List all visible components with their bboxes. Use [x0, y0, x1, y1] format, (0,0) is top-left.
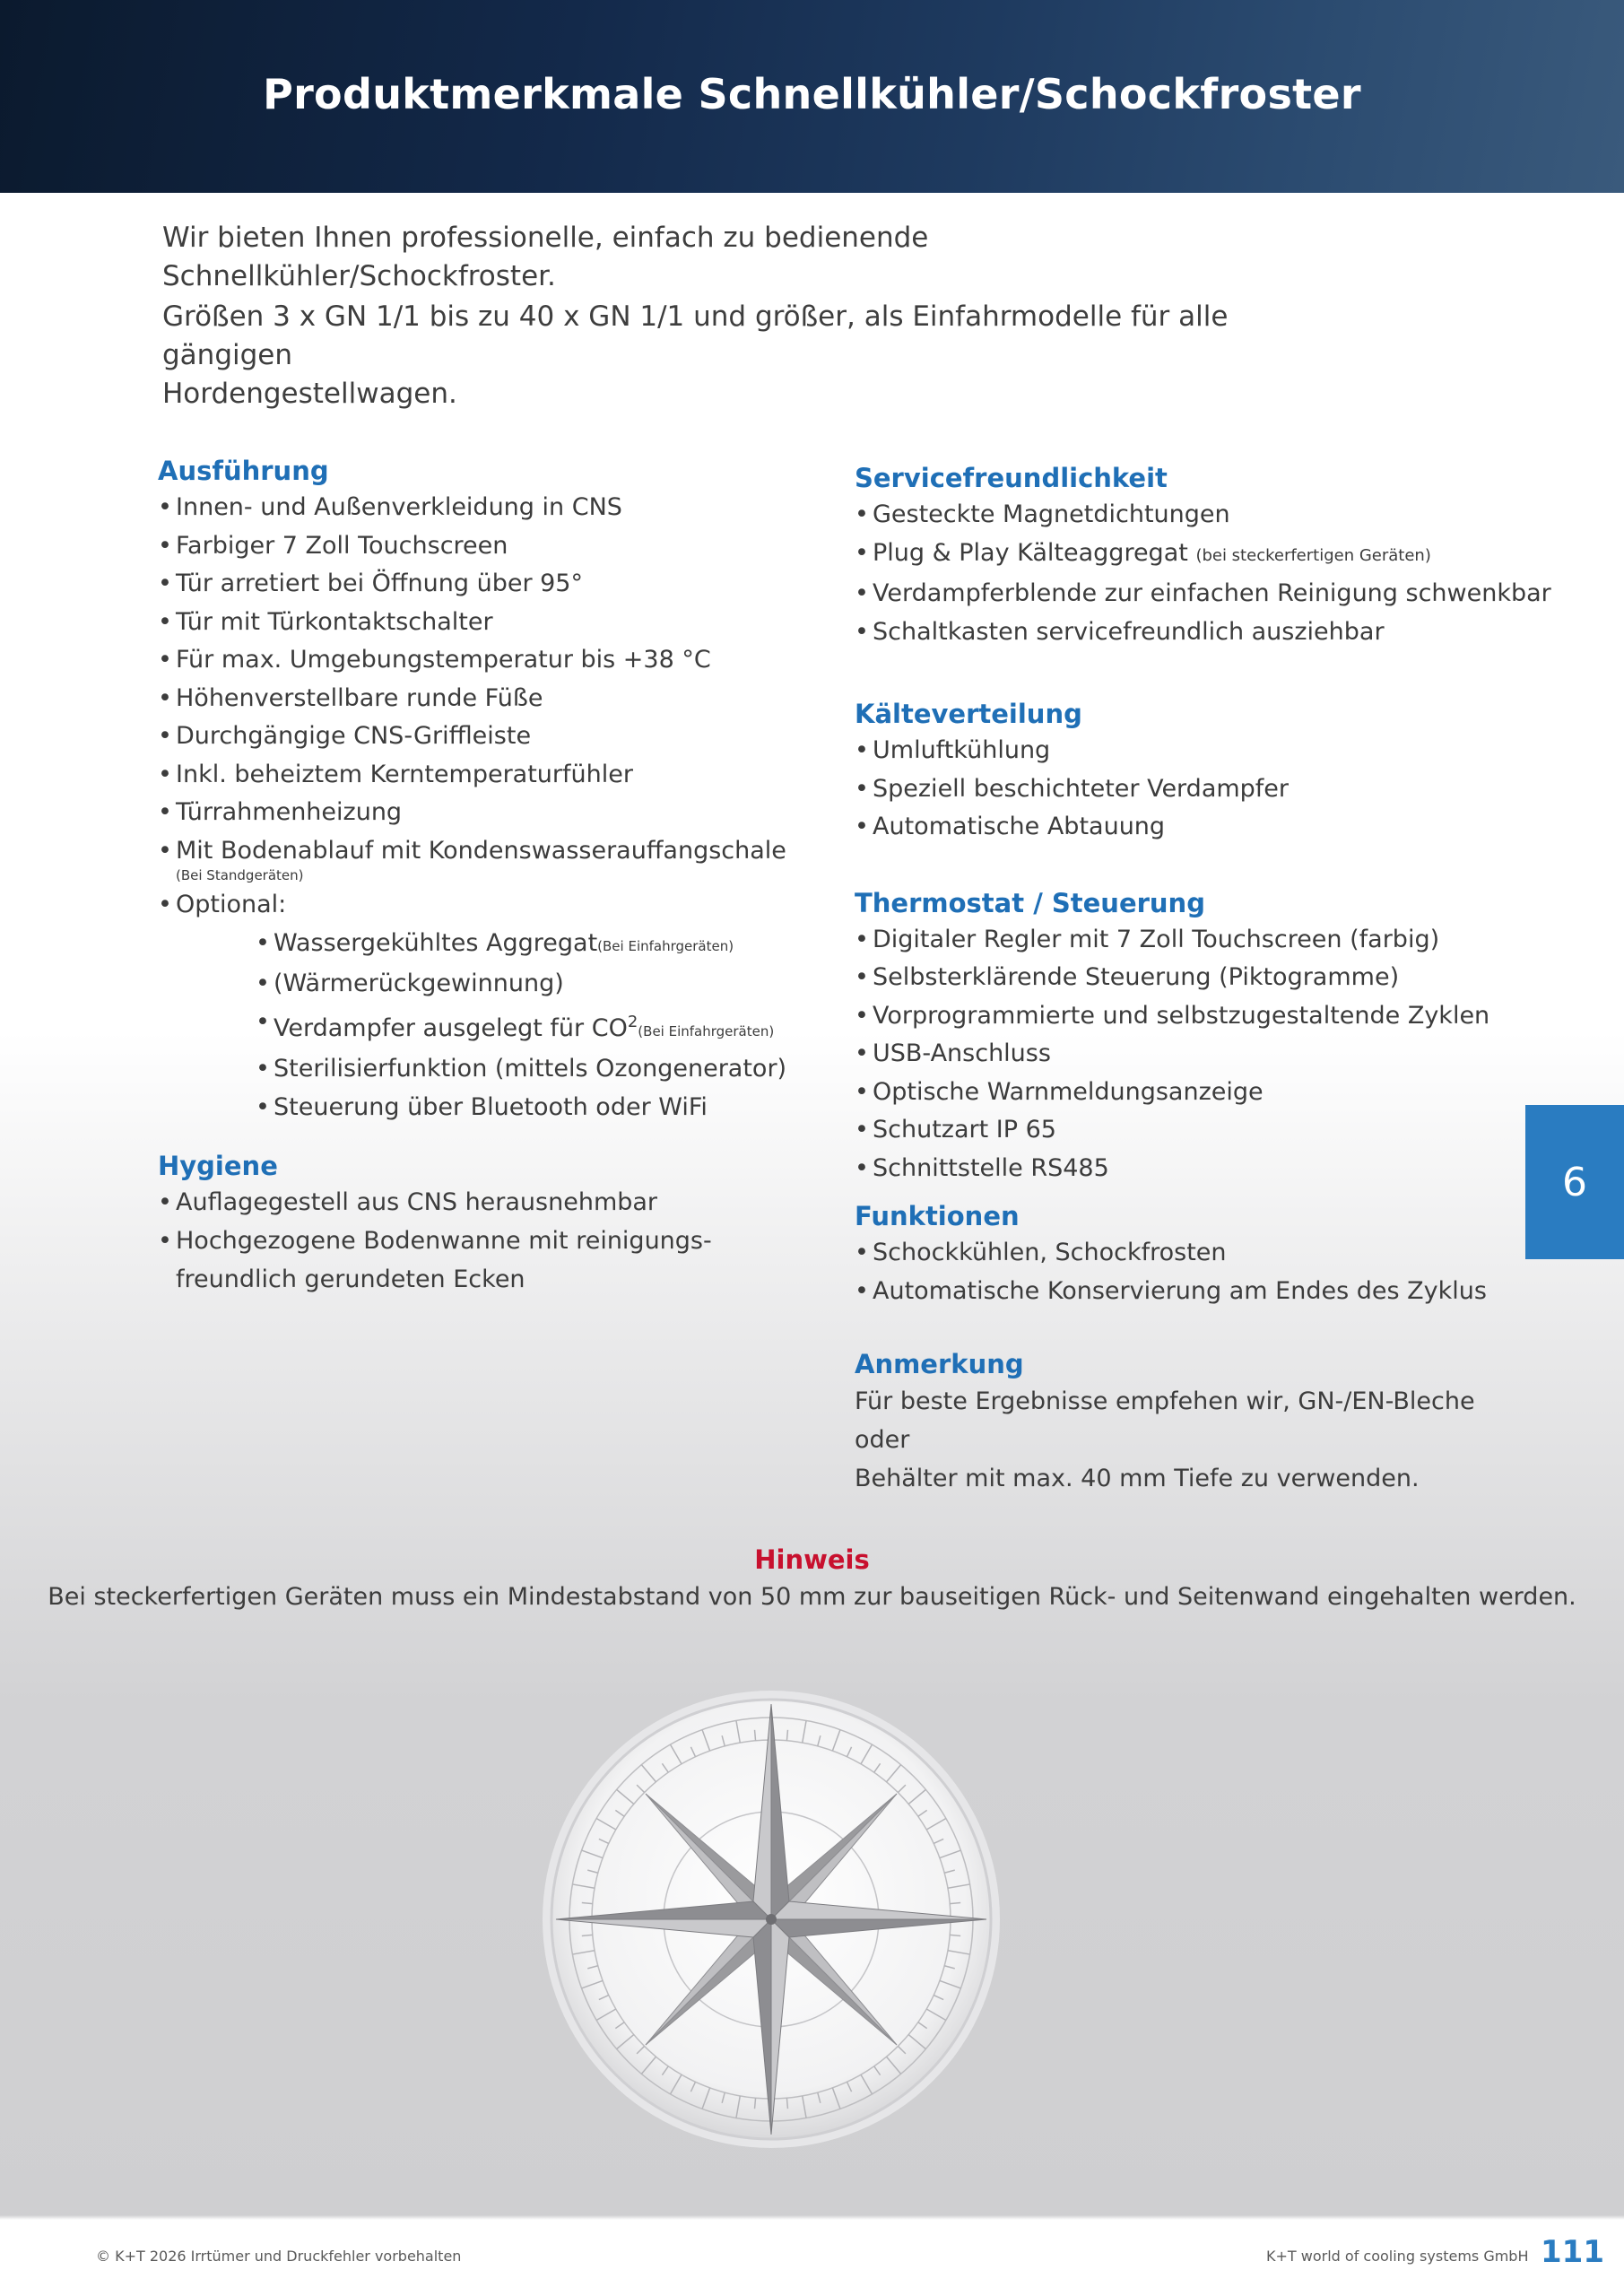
kaelte-list [855, 732, 1536, 847]
list-item-continuation: freundlich gerundeten Ecken [176, 1265, 525, 1293]
section-heading-anmerkung: Anmerkung [855, 1349, 1024, 1379]
list-item: • Speziell beschichteter Verdampfer [855, 770, 1536, 809]
compass-tick [950, 1903, 960, 1904]
list-item: • Schaltkasten servicefreundlich ausziehbar [855, 613, 1536, 652]
list-item: • Farbiger 7 Zoll Touchscreen [158, 527, 839, 566]
list-item: • Selbsterklärende Steuerung (Piktogramme) [855, 959, 1536, 997]
list-item: • Vorprogrammierte und selbstzugestaltende Zyklen [855, 997, 1536, 1036]
intro-line-2b: Hordengestellwagen. [162, 378, 457, 410]
list-item: • Auflagegestell aus CNS herausnehmbar [158, 1184, 839, 1222]
optional-item-cont: (Wärmerückgewinnung) [274, 970, 564, 997]
list-item: • Höhenverstellbare runde Füße [158, 680, 839, 718]
section-heading-ausfuehrung: Ausführung [158, 456, 329, 486]
list-item: • Automatische Konservierung am Endes des Zyklus [855, 1273, 1536, 1311]
list-item: • Mit Bodenablauf mit Kondenswasserauffangschale [158, 832, 839, 871]
list-item-continuation [256, 965, 839, 1004]
list-item: • Für max. Umgebungstemperatur bis +38 °C [158, 641, 839, 680]
section-heading-funktionen: Funktionen [855, 1201, 1020, 1231]
hygiene-list [158, 1184, 839, 1260]
list-item: • Tür mit Türkontaktschalter [158, 604, 839, 642]
section-heading-hygiene: Hygiene [158, 1151, 278, 1181]
compass-center [766, 1914, 777, 1925]
list-item: • Sterilisierfunktion (mittels Ozongenerator) [256, 1050, 839, 1089]
optional-item-text: Wassergekühltes Aggregat [274, 928, 598, 957]
compass-tick [786, 1730, 787, 1741]
list-item: • Innen- und Außenverkleidung in CNS [158, 489, 839, 527]
list-item [855, 535, 1536, 576]
page-header [0, 0, 1624, 193]
compass-rose-icon [538, 1686, 1004, 2152]
list-item: • USB-Anschluss [855, 1035, 1536, 1074]
section-heading-thermostat: Thermostat / Steuerung [855, 887, 1205, 918]
intro-line-1: Wir bieten Ihnen professionelle, einfach zu bedienende Schnellkühler/Schockfroster. [162, 222, 929, 292]
page-title: Produktmerkmale Schnellkühler/Schockfroster [263, 70, 1361, 118]
intro-line-2a: Größen 3 x GN 1/1 bis zu 40 x GN 1/1 und größer, als Einfahrmodelle für alle gängigen [162, 300, 1229, 371]
optional-item-note: (Bei Einfahrgeräten) [638, 1022, 775, 1039]
footer-copyright: © K+T 2026 Irrtümer und Druckfehler vorbehalten [96, 2248, 462, 2265]
funktionen-list [855, 1234, 1536, 1310]
list-item: • Schutzart IP 65 [855, 1111, 1536, 1150]
section-heading-kaelte: Kälteverteilung [855, 699, 1082, 729]
ausfuehrung-list [158, 489, 839, 870]
list-item: • Optische Warnmeldungsanzeige [855, 1074, 1536, 1112]
hinweis-text: Bei steckerfertigen Geräten muss ein Mindestabstand von 50 mm zur bauseitigen Rück- und Seitenwand eingehalten werden. [48, 1583, 1576, 1611]
service-list [855, 496, 1551, 651]
page-number: 111 [1541, 2234, 1604, 2270]
compass-tick [786, 2098, 787, 2109]
list-item-optional: • Optional: [158, 886, 839, 925]
footer-company: K+T world of cooling systems GmbH [1266, 2248, 1529, 2265]
right-column [855, 460, 1551, 1498]
list-item-text: Plug & Play Kälteaggregat [873, 538, 1188, 567]
compass-tick [755, 2098, 756, 2109]
optional-list [158, 886, 839, 925]
optional-item-text: Verdampfer ausgelegt für CO [274, 1013, 628, 1042]
list-item [256, 1004, 839, 1051]
intro-paragraph-2 [162, 298, 1328, 413]
list-item: • Umluftkühlung [855, 732, 1536, 770]
chapter-tab-label: 6 [1562, 1159, 1587, 1205]
list-item: • Tür arretiert bei Öffnung über 95° [158, 565, 839, 604]
optional-sublist [158, 925, 839, 1127]
list-item: • Schnittstelle RS485 [855, 1150, 1536, 1188]
list-item: • Automatische Abtauung [855, 808, 1536, 847]
left-column [158, 453, 839, 1299]
list-item: • Hochgezogene Bodenwanne mit reinigungs- [158, 1222, 839, 1261]
list-item: • Digitaler Regler mit 7 Zoll Touchscreen (farbig) [855, 921, 1536, 960]
compass-tick [582, 1903, 593, 1904]
list-item: • Gesteckte Magnetdichtungen [855, 496, 1536, 535]
list-item: • Türrahmenheizung [158, 794, 839, 832]
list-item-note: (bei steckerfertigen Geräten) [1195, 545, 1431, 565]
hinweis-title: Hinweis [754, 1544, 870, 1575]
list-item: • Inkl. beheiztem Kerntemperaturfühler [158, 756, 839, 795]
section-heading-service: Servicefreundlichkeit [855, 463, 1168, 493]
list-item: • Steuerung über Bluetooth oder WiFi [256, 1089, 839, 1127]
item-note: (Bei Standgeräten) [176, 867, 304, 883]
optional-item-note: (Bei Einfahrgeräten) [597, 937, 734, 954]
anmerkung-line-2: Behälter mit max. 40 mm Tiefe zu verwenden. [855, 1465, 1420, 1492]
list-item: • Verdampferblende zur einfachen Reinigung schwenkbar [855, 575, 1536, 613]
list-item [256, 925, 839, 966]
superscript: 2 [627, 1012, 638, 1031]
compass-tick [755, 1730, 756, 1741]
anmerkung-line-1: Für beste Ergebnisse empfehen wir, GN-/EN-Bleche oder [855, 1387, 1475, 1454]
list-item: • Schockkühlen, Schockfrosten [855, 1234, 1536, 1273]
chapter-tab [1525, 1105, 1624, 1259]
list-item: • Durchgängige CNS-Griffleiste [158, 718, 839, 756]
thermostat-list [855, 921, 1536, 1188]
